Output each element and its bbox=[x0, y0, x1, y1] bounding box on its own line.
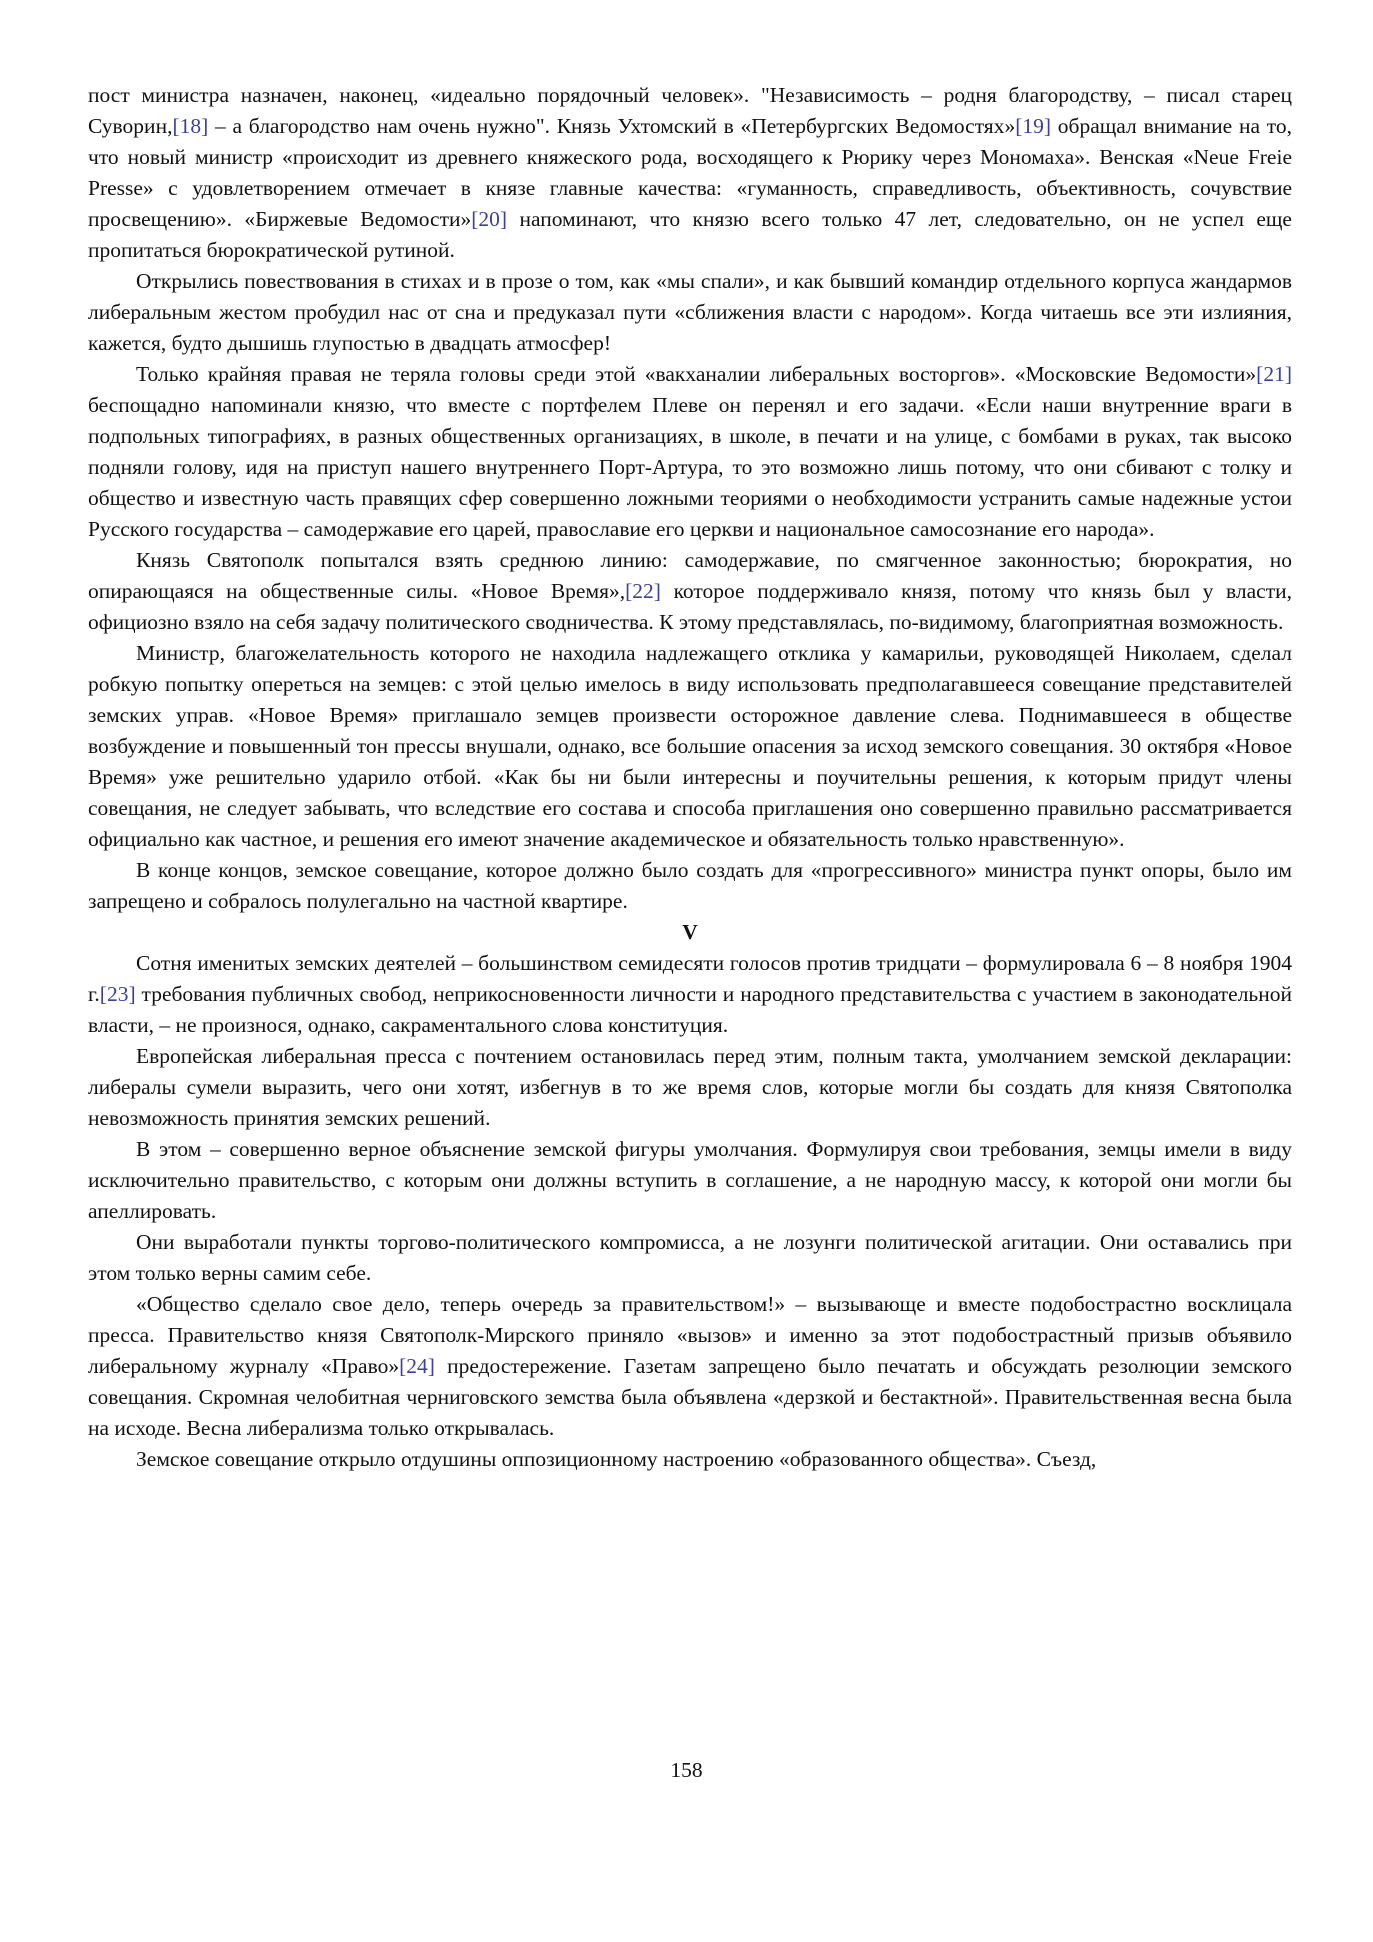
paragraph-text: пост министра назначен, наконец, «идеально порядочный человек». "Независимость – родня благородству, – писал старец Суворин, bbox=[88, 83, 1292, 138]
footnote-link[interactable]: [24] bbox=[399, 1354, 435, 1378]
paragraph bbox=[88, 545, 1292, 638]
paragraph-text: – а благородство нам очень нужно". Князь Ухтомский в «Петербургских Ведомостях» bbox=[208, 114, 1016, 138]
paragraph-text: беспощадно напоминали князю, что вместе с портфелем Плеве он перенял и его задачи. «Если наши внутренние враги в подпольных типографиях, в разных общественных организациях, в школе, в печати и на улице, с бомбами в руках, так высоко подняли голову, идя на приступ нашего внутреннего Порт-Артура, то это возможно лишь потому, что они сбивают с толку и общество и известную часть правящих сфер совершенно ложными теориями о необходимости устранить самые надежные устои Русского государства – самодержавие его царей, православие его церкви и национальное самосознание его народа». bbox=[88, 393, 1292, 541]
footnote-link[interactable]: [18] bbox=[172, 114, 209, 138]
paragraph-text: Только крайняя правая не теряла головы среди этой «вакханалии либеральных восторгов». «Московские Ведомости» bbox=[136, 362, 1257, 386]
footnote-link[interactable]: [19] bbox=[1015, 114, 1052, 138]
paragraph-text: Открылись повествования в стихах и в прозе о том, как «мы спали», и как бывший командир отдельного корпуса жандармов либеральным жестом пробудил нас от сна и предуказал пути «сближения власти с народом». Когда читаешь все эти излияния, кажется, будто дышишь глупостью в двадцать атмосфер! bbox=[88, 269, 1292, 355]
paragraph bbox=[88, 1444, 1292, 1475]
paragraph-text: Министр, благожелательность которого не находила надлежащего отклика у камарильи, руководящей Николаем, сделал робкую попытку опереться на земцев: с этой целью имелось в виду использовать предполагавшееся совещание представителей земских управ. «Новое Время» приглашало земцев произвести осторожное давление слева. Поднимавшееся в обществе возбуждение и повышенный тон прессы внушали, однако, все большие опасения за исход земского совещания. 30 октября «Новое Время» уже решительно ударило отбой. «Как бы ни были интересны и поучительны решения, к которым придут члены совещания, не следует забывать, что вследствие его состава и способа приглашения оно совершенно правильно рассматривается официально как частное, и решения его имеют значение академическое и обязательность только нравственную». bbox=[88, 641, 1292, 851]
paragraph-text: напоминают, что князю всего только 47 лет, следовательно, он не успел еще пропитаться бюрократической рутиной. bbox=[88, 207, 1292, 262]
paragraph bbox=[88, 80, 1292, 266]
paragraph bbox=[88, 855, 1292, 917]
paragraph-text: обращал внимание на то, что новый министр «происходит из древнего княжеского рода, восходящего к Рюрику через Мономаха». Венская «Neue Freie Presse» с удовлетворением отмечает в князе главные качества: «гуманность, справедливость, объективность, сочувствие просвещению». «Биржевые Ведомости» bbox=[88, 114, 1292, 231]
paragraph bbox=[88, 1041, 1292, 1134]
footnote-link[interactable]: [22] bbox=[625, 579, 661, 603]
page-content bbox=[88, 80, 1292, 1475]
paragraph bbox=[88, 638, 1292, 855]
footnote-link[interactable]: [23] bbox=[99, 982, 136, 1006]
paragraph-text: предостережение. Газетам запрещено было печатать и обсуждать резолюции земского совещания. Скромная челобитная черниговского земства была объявлена «дерзкой и бестактной». Правительственная весна была на исходе. Весна либерализма только открывалась. bbox=[88, 1354, 1292, 1440]
paragraph bbox=[88, 1289, 1292, 1444]
paragraph-text: Князь Святополк попытался взять среднюю линию: самодержавие, по смягченное законностью; бюрократия, но опирающаяся на общественные силы. «Новое Время», bbox=[88, 548, 1292, 603]
section-heading: V bbox=[682, 920, 698, 944]
paragraph-text: В этом – совершенно верное объяснение земской фигуры умолчания. Формулируя свои требования, земцы имели в виду исключительно правительство, с которым они должны вступить в соглашение, а не народную массу, к которой они могли бы апеллировать. bbox=[88, 1137, 1292, 1223]
paragraph-text: требования публичных свобод, неприкосновенности личности и народного представительства с участием в законодательной власти, – не произнося, однако, сакраментального слова конституция. bbox=[88, 982, 1292, 1037]
paragraph-text: Европейская либеральная пресса с почтением остановилась перед этим, полным такта, умолчанием земской декларации: либералы сумели выразить, чего они хотят, избегнув в то же время слов, которые могли бы создать для князя Святополка невозможность принятия земских решений. bbox=[88, 1044, 1292, 1130]
paragraph-text: В конце концов, земское совещание, которое должно было создать для «прогрессивного» министра пункт опоры, было им запрещено и собралось полулегально на частной квартире. bbox=[88, 858, 1292, 913]
text-block-after-heading bbox=[88, 948, 1292, 1475]
paragraph bbox=[88, 1227, 1292, 1289]
text-block-before-heading bbox=[88, 80, 1292, 917]
paragraph-text: «Общество сделало свое дело, теперь очередь за правительством!» – вызывающе и вместе подобострастно восклицала пресса. Правительство князя Святополк-Мирского приняло «вызов» и именно за этот подобострастный призыв объявило либеральному журналу «Право» bbox=[88, 1292, 1292, 1378]
paragraph bbox=[88, 359, 1292, 545]
paragraph bbox=[88, 266, 1292, 359]
paragraph-text: Сотня именитых земских деятелей – большинством семидесяти голосов против тридцати – формулировала 6 – 8 ноября 1904 г. bbox=[88, 951, 1292, 1006]
footnote-link[interactable]: [20] bbox=[471, 207, 508, 231]
paragraph-text: Земское совещание открыло отдушины оппозиционному настроению «образованного общества». Съезд, bbox=[136, 1447, 1097, 1471]
paragraph bbox=[88, 1134, 1292, 1227]
paragraph bbox=[88, 948, 1292, 1041]
paragraph-text: Они выработали пункты торгово-политического компромисса, а не лозунги политической агитации. Они оставались при этом только верны самим себе. bbox=[88, 1230, 1292, 1285]
footnote-link[interactable]: [21] bbox=[1256, 362, 1292, 386]
paragraph-text: которое поддерживало князя, потому что князь был у власти, официозно взяло на себя задачу политического сводничества. К этому представлялась, по-видимому, благоприятная возможность. bbox=[88, 579, 1292, 634]
page-number: 158 bbox=[670, 1758, 703, 1782]
